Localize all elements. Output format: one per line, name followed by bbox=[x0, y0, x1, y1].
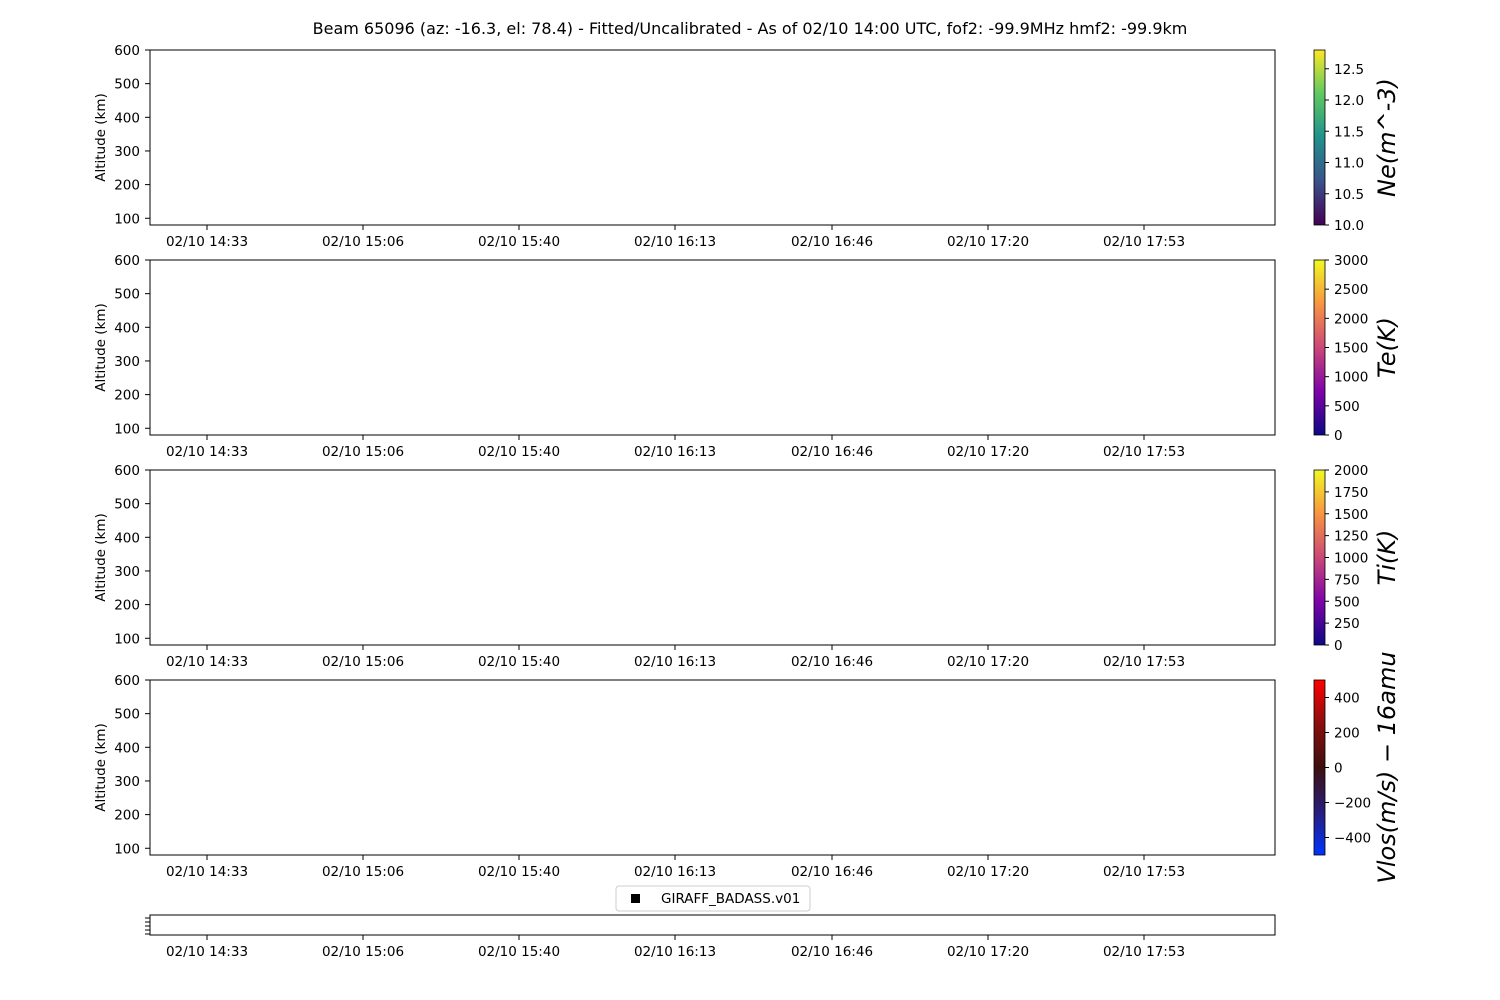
plot-area-ti bbox=[150, 470, 1275, 645]
legend-marker bbox=[631, 894, 640, 903]
x-tick-label: 02/10 16:46 bbox=[790, 654, 874, 670]
y-tick-label: 200 bbox=[114, 597, 140, 614]
plot-area-te bbox=[150, 260, 1275, 435]
panel-ti bbox=[93, 463, 1401, 670]
colorbar-tick-label: 0 bbox=[1334, 760, 1343, 777]
colorbar-tick-label: 12.0 bbox=[1334, 93, 1365, 109]
colorbar-ti bbox=[1314, 470, 1325, 645]
colorbar-tick-label: 10.0 bbox=[1334, 218, 1365, 234]
y-tick-label: 500 bbox=[114, 706, 140, 723]
x-tick-label: 02/10 16:13 bbox=[633, 654, 717, 670]
y-tick-label: 400 bbox=[114, 110, 140, 127]
y-tick-label: 100 bbox=[114, 631, 140, 648]
y-tick-label: 100 bbox=[114, 211, 140, 228]
x-tick-label: 02/10 17:20 bbox=[946, 864, 1030, 880]
colorbar-tick-label: 0 bbox=[1334, 428, 1343, 444]
colorbar-vlos bbox=[1314, 680, 1325, 855]
x-tick-label: 02/10 15:40 bbox=[477, 234, 561, 250]
x-tick-label: 02/10 15:06 bbox=[321, 654, 405, 670]
x-tick-label: 02/10 14:33 bbox=[165, 864, 249, 880]
colorbar-tick-label: 200 bbox=[1334, 725, 1360, 742]
colorbar-tick-label: 1000 bbox=[1334, 550, 1369, 567]
y-tick-label: 500 bbox=[114, 76, 140, 93]
y-tick-label: 300 bbox=[114, 353, 140, 370]
colorbar-tick-label: 1000 bbox=[1334, 369, 1369, 386]
panel-te bbox=[93, 253, 1401, 460]
x-tick-label: 02/10 15:06 bbox=[321, 944, 405, 960]
x-tick-label: 02/10 15:06 bbox=[321, 234, 405, 250]
x-tick-label: 02/10 17:53 bbox=[1102, 654, 1186, 670]
colorbar-tick-label: 1500 bbox=[1334, 506, 1369, 523]
colorbar-tick-label: −400 bbox=[1334, 830, 1372, 847]
x-tick-label: 02/10 14:33 bbox=[165, 654, 249, 670]
y-axis-label: Altitude (km) bbox=[93, 303, 109, 392]
colorbar-tick-label: 2500 bbox=[1334, 282, 1369, 299]
plot-area-ne bbox=[150, 50, 1275, 225]
y-tick-label: 200 bbox=[114, 387, 140, 404]
x-tick-label: 02/10 16:13 bbox=[633, 234, 717, 250]
x-tick-label: 02/10 17:20 bbox=[946, 654, 1030, 670]
colorbar-tick-label: 10.5 bbox=[1334, 186, 1365, 203]
colorbar-label: Te(K) bbox=[1373, 317, 1401, 378]
y-tick-label: 400 bbox=[114, 320, 140, 337]
colorbar-tick-label: 500 bbox=[1334, 398, 1360, 415]
y-tick-label: 400 bbox=[114, 740, 140, 757]
y-tick-label: 100 bbox=[114, 841, 140, 858]
colorbar-label: Ti(K) bbox=[1373, 529, 1401, 586]
legend bbox=[616, 886, 810, 911]
y-tick-label: 400 bbox=[114, 530, 140, 547]
legend-label: GIRAFF_BADASS.v01 bbox=[661, 891, 801, 907]
y-tick-label: 300 bbox=[114, 143, 140, 160]
x-tick-label: 02/10 16:13 bbox=[633, 444, 717, 460]
x-tick-label: 02/10 17:20 bbox=[946, 944, 1030, 960]
x-tick-label: 02/10 17:53 bbox=[1102, 234, 1186, 250]
colorbar-te bbox=[1314, 260, 1325, 435]
y-axis-label: Altitude (km) bbox=[93, 723, 109, 812]
colorbar-tick-label: 11.5 bbox=[1334, 124, 1365, 141]
y-tick-label: 200 bbox=[114, 177, 140, 194]
colorbar-ne bbox=[1314, 50, 1325, 225]
x-tick-label: 02/10 14:33 bbox=[165, 234, 249, 250]
x-tick-label: 02/10 16:13 bbox=[633, 944, 717, 960]
colorbar-tick-label: 1750 bbox=[1334, 484, 1369, 501]
x-tick-label: 02/10 15:40 bbox=[477, 864, 561, 880]
colorbar-tick-label: 250 bbox=[1334, 616, 1360, 633]
colorbar-tick-label: 2000 bbox=[1334, 311, 1369, 328]
colorbar-tick-label: 1250 bbox=[1334, 528, 1369, 545]
x-tick-label: 02/10 17:53 bbox=[1102, 944, 1186, 960]
colorbar-tick-label: 2000 bbox=[1334, 463, 1369, 479]
x-tick-label: 02/10 15:06 bbox=[321, 444, 405, 460]
x-tick-label: 02/10 15:06 bbox=[321, 864, 405, 880]
figure-title: Beam 65096 (az: -16.3, el: 78.4) - Fitted/Uncalibrated - As of 02/10 14:00 UTC, fof2: -99.9MHz hmf2: -99.9km bbox=[312, 19, 1188, 38]
colorbar-tick-label: −200 bbox=[1334, 795, 1372, 812]
x-tick-label: 02/10 15:40 bbox=[477, 444, 561, 460]
colorbar-tick-label: 500 bbox=[1334, 594, 1360, 611]
x-tick-label: 02/10 16:46 bbox=[790, 234, 874, 250]
colorbar-label: Ne(m^-3) bbox=[1373, 78, 1401, 197]
y-axis-label: Altitude (km) bbox=[93, 513, 109, 602]
colorbar-tick-label: 3000 bbox=[1334, 253, 1369, 269]
x-tick-label: 02/10 16:46 bbox=[790, 444, 874, 460]
y-tick-label: 500 bbox=[114, 286, 140, 303]
x-tick-label: 02/10 17:20 bbox=[946, 444, 1030, 460]
colorbar-tick-label: 750 bbox=[1334, 572, 1360, 589]
colorbar-tick-label: 11.0 bbox=[1334, 155, 1365, 172]
x-tick-label: 02/10 16:46 bbox=[790, 864, 874, 880]
panel-ne bbox=[93, 43, 1401, 250]
x-tick-label: 02/10 16:13 bbox=[633, 864, 717, 880]
y-axis-label: Altitude (km) bbox=[93, 93, 109, 182]
colorbar-tick-label: 1500 bbox=[1334, 340, 1369, 357]
x-tick-label: 02/10 16:46 bbox=[790, 944, 874, 960]
colorbar-tick-label: 400 bbox=[1334, 690, 1360, 707]
y-tick-label: 600 bbox=[114, 43, 140, 59]
y-tick-label: 600 bbox=[114, 463, 140, 479]
y-tick-label: 300 bbox=[114, 563, 140, 580]
x-tick-label: 02/10 14:33 bbox=[165, 944, 249, 960]
plot-area-vlos bbox=[150, 680, 1275, 855]
y-tick-label: 200 bbox=[114, 807, 140, 824]
y-tick-label: 500 bbox=[114, 496, 140, 513]
x-tick-label: 02/10 17:53 bbox=[1102, 444, 1186, 460]
x-tick-label: 02/10 14:33 bbox=[165, 444, 249, 460]
y-tick-label: 600 bbox=[114, 253, 140, 269]
y-tick-label: 600 bbox=[114, 673, 140, 689]
panel-vlos bbox=[93, 651, 1401, 883]
x-tick-label: 02/10 15:40 bbox=[477, 944, 561, 960]
colorbar-tick-label: 0 bbox=[1334, 638, 1343, 654]
status-strip-area bbox=[150, 915, 1275, 935]
x-tick-label: 02/10 17:20 bbox=[946, 234, 1030, 250]
y-tick-label: 300 bbox=[114, 773, 140, 790]
x-tick-label: 02/10 15:40 bbox=[477, 654, 561, 670]
x-tick-label: 02/10 17:53 bbox=[1102, 864, 1186, 880]
colorbar-tick-label: 12.5 bbox=[1334, 61, 1365, 78]
colorbar-label: Vlos(m/s) − 16amu bbox=[1373, 651, 1401, 884]
y-tick-label: 100 bbox=[114, 421, 140, 438]
